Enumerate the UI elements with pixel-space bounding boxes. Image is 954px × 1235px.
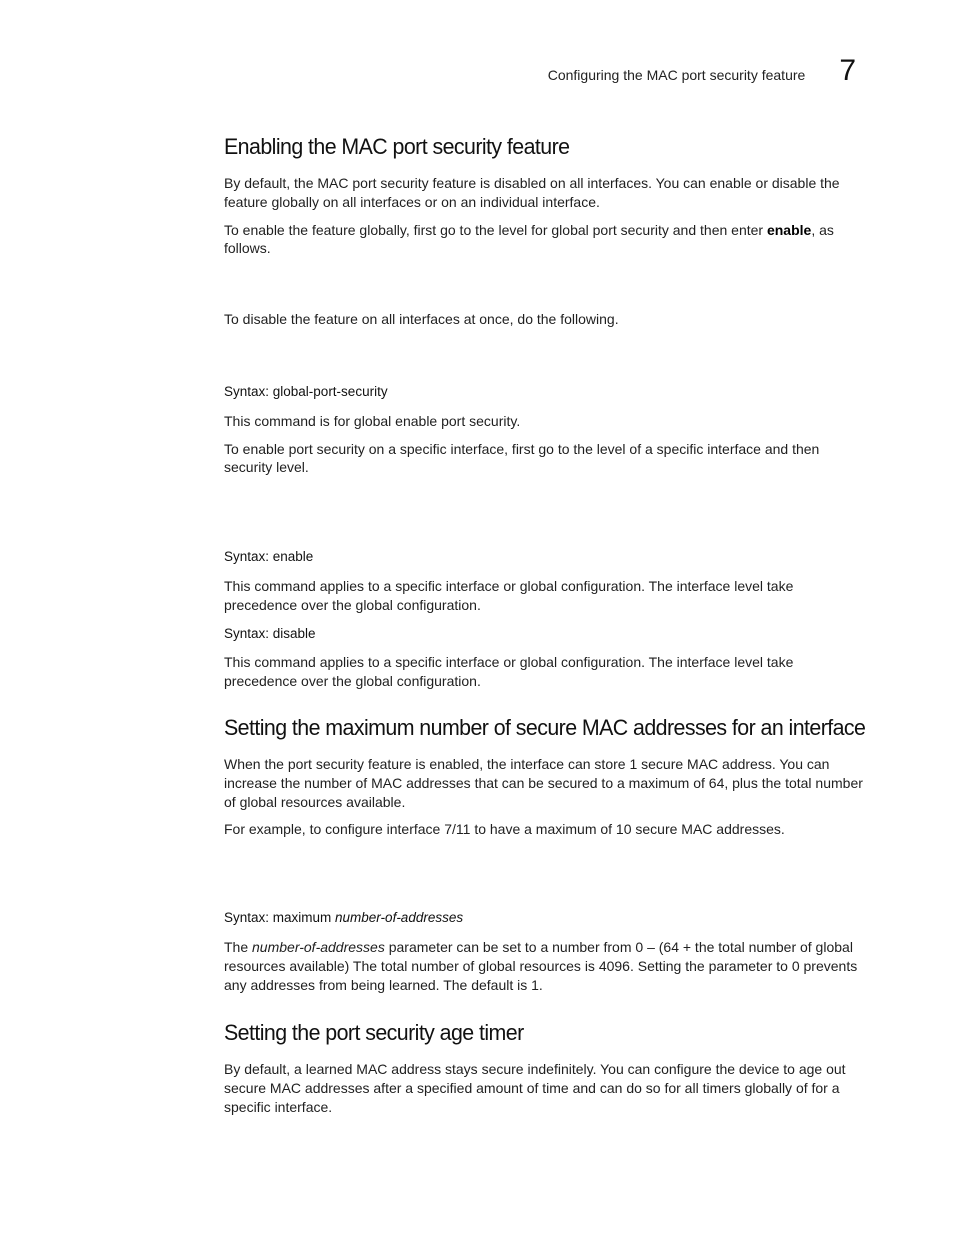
syntax-disable: Syntax: disable	[224, 625, 316, 641]
syntax-global-port-security: Syntax: global-port-security	[224, 383, 388, 399]
paragraph-disable-precedence: This command applies to a specific interface or global configuration. The interface level take precedence over the global configuration.	[224, 654, 794, 690]
page-content	[224, 130, 870, 1117]
syntax-enable: Syntax: enable	[224, 549, 314, 565]
heading-enabling: Enabling the MAC port security feature	[224, 134, 570, 159]
running-header-title: Configuring the MAC port security feature	[547, 67, 806, 83]
heading-maximum: Setting the maximum number of secure MAC addresses for an interface	[224, 714, 866, 740]
heading-age-timer: Setting the port security age timer	[224, 1020, 524, 1046]
text-segment: parameter can be set to a number from 0 – (64 + the total number of global resources available) The total number of global resources is 4096. Setting the parameter to 0 prevents any addresses from being learned. The default is 1.	[224, 938, 858, 993]
param-number-of-addresses: number-of-addresses	[335, 910, 464, 926]
page-header	[547, 54, 856, 87]
text-segment: , as follows.	[224, 221, 834, 257]
param-number-of-addresses: number-of-addresses	[252, 938, 385, 955]
text-segment: The	[224, 938, 253, 955]
paragraph-enable-intro: By default, the MAC port security feature is disabled on all interfaces. You can enable or disable the feature globally on all interfaces or on an individual interface.	[224, 175, 840, 210]
paragraph-disable-all: To disable the feature on all interfaces at once, do the following.	[224, 311, 619, 328]
paragraph-global-enable: This command is for global enable port security.	[224, 412, 521, 429]
paragraph-enable-precedence: This command applies to a specific interface or global configuration. The interface level take precedence over the global configuration.	[224, 577, 794, 613]
chapter-number: 7	[839, 54, 856, 87]
text-segment: Syntax: maximum	[224, 910, 336, 926]
syntax-maximum	[224, 909, 870, 928]
paragraph-age-timer: By default, a learned MAC address stays secure indefinitely. You can configure the device to age out secure MAC addresses after a specified amount of time and can do so for all timers globally of for a specific interface.	[224, 1061, 846, 1115]
paragraph-maximum-param	[224, 938, 870, 994]
text-segment: To enable the feature globally, first go to the level for global port security and then enter	[224, 221, 767, 238]
paragraph-enable-globally	[224, 221, 870, 259]
paragraph-maximum-example: For example, to configure interface 7/11 to have a maximum of 10 secure MAC addresses.	[224, 821, 785, 838]
paragraph-maximum-intro: When the port security feature is enabled, the interface can store 1 secure MAC address. You can increase the number of MAC addresses that can be secured to a maximum of 64, plus the total number of global resources available.	[224, 755, 863, 810]
paragraph-interface-enable: To enable port security on a specific interface, first go to the level of a specific interface and then security level.	[224, 440, 820, 476]
keyword-enable: enable	[766, 221, 812, 238]
